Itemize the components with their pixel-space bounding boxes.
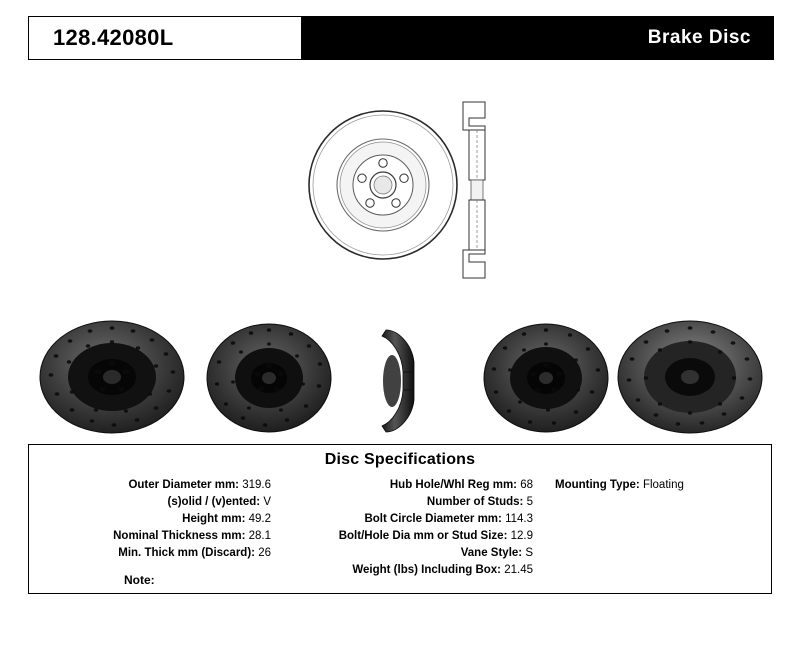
product-type: Brake Disc — [647, 27, 751, 48]
spec-row — [29, 477, 271, 494]
technical-drawings — [0, 60, 800, 440]
spec-value: 21.45 — [504, 564, 533, 576]
spec-value: 319.6 — [242, 479, 271, 491]
spec-row — [29, 511, 271, 528]
spec-label: Bolt Circle Diameter mm: — [364, 513, 502, 525]
spec-row — [29, 545, 271, 562]
brake-disc-drilled-rear-view — [616, 318, 764, 436]
spec-value: 114.3 — [505, 513, 533, 525]
brake-disc-edge-profile — [372, 326, 428, 436]
brake-disc-drilled-front-angled — [38, 318, 186, 436]
spec-label: Bolt/Hole Dia mm or Stud Size: — [338, 530, 508, 542]
part-number: 128.42080L — [53, 25, 174, 50]
spec-panel-title: Disc Specifications — [324, 451, 476, 468]
product-type-box — [648, 17, 751, 59]
spec-column-left — [29, 477, 279, 579]
brake-disc-drilled-hub-view — [205, 322, 333, 434]
spec-label: Min. Thick mm (Discard): — [118, 547, 255, 559]
brake-disc-drilled-hat-view — [482, 322, 610, 434]
spec-value: 49.2 — [248, 513, 271, 525]
spec-label: Height mm: — [182, 513, 246, 525]
spec-label: Mounting Type: — [555, 479, 640, 491]
note-label: Note: — [124, 573, 155, 587]
spec-column-right — [541, 477, 771, 579]
brake-disc-face-view — [303, 105, 463, 265]
part-number-box — [29, 17, 301, 59]
spec-label: Outer Diameter mm: — [128, 479, 240, 491]
spec-value: S — [525, 547, 533, 559]
spec-row — [279, 562, 533, 579]
spec-label: Number of Studs: — [426, 496, 524, 508]
spec-row — [279, 511, 533, 528]
brake-disc-cross-section — [455, 100, 499, 280]
spec-row — [279, 477, 533, 494]
spec-value: 28.1 — [248, 530, 271, 542]
spec-row — [29, 494, 271, 511]
spec-column-middle — [279, 477, 541, 579]
document-header — [28, 16, 774, 60]
spec-row — [279, 494, 533, 511]
spec-label: Weight (lbs) Including Box: — [352, 564, 502, 576]
note-row — [124, 573, 155, 587]
spec-value: Floating — [642, 479, 684, 491]
spec-columns — [29, 477, 771, 579]
spec-value: V — [263, 496, 271, 508]
spec-label: Nominal Thickness mm: — [113, 530, 246, 542]
spec-value: 5 — [526, 496, 533, 508]
spec-value: 12.9 — [510, 530, 533, 542]
spec-label: Hub Hole/Whl Reg mm: — [389, 479, 517, 491]
spec-row — [555, 477, 771, 494]
disc-specifications-panel — [28, 444, 772, 594]
spec-label: (s)olid / (v)ented: — [167, 496, 261, 508]
spec-value: 68 — [520, 479, 533, 491]
spec-row — [29, 528, 271, 545]
spec-row — [279, 528, 533, 545]
spec-value: 26 — [258, 547, 271, 559]
spec-row — [279, 545, 533, 562]
spec-label: Vane Style: — [460, 547, 523, 559]
